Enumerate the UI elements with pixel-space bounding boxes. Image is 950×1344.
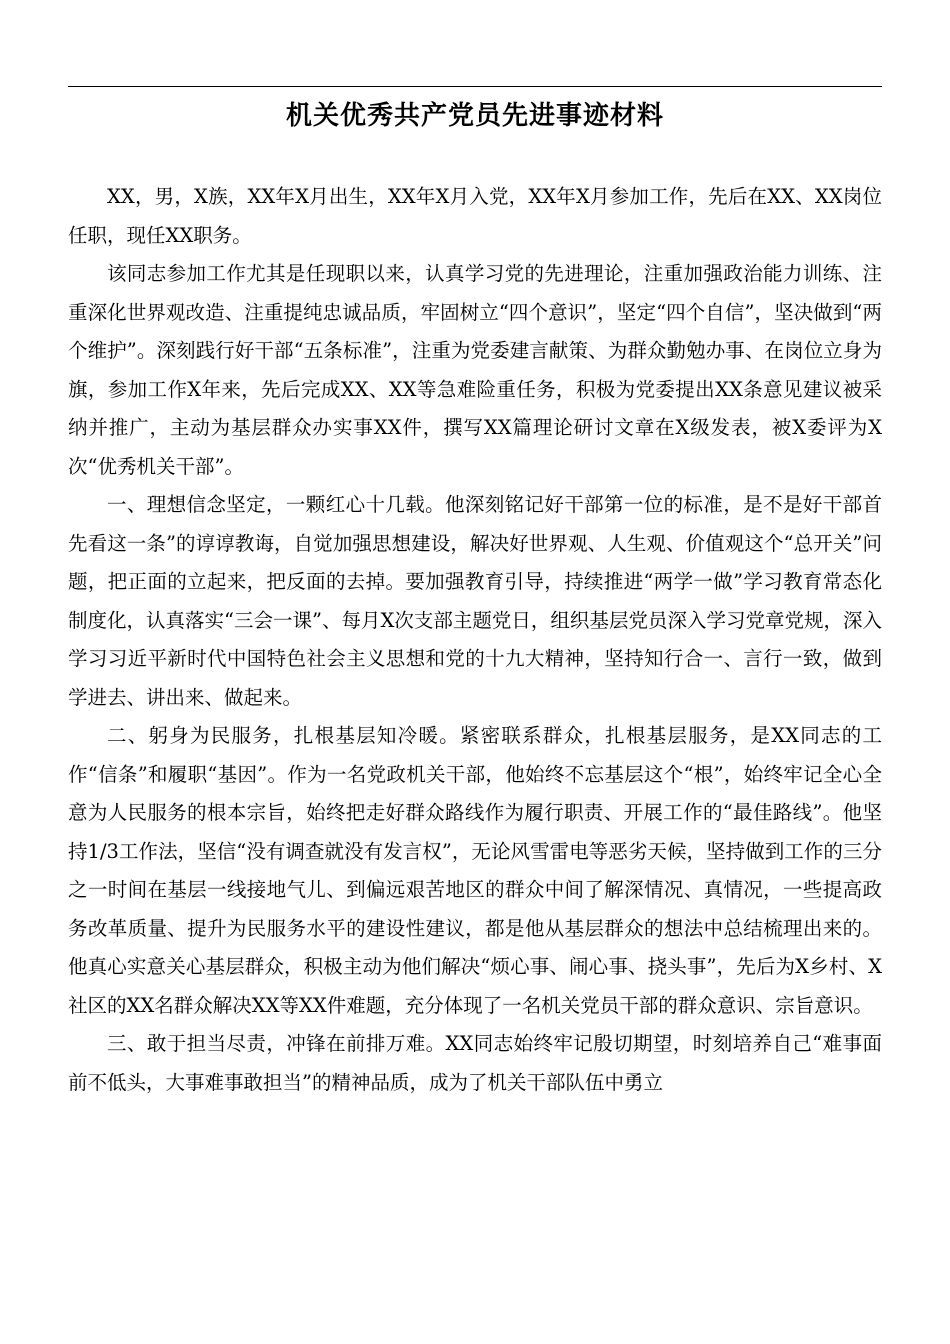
header-rule bbox=[68, 86, 882, 87]
document-body bbox=[68, 178, 882, 1102]
paragraph-section-2: 二、躬身为民服务，扎根基层知冷暖。紧密联系群众，扎根基层服务，是XX同志的工作“信条”和履职“基因”。作为一名党政机关干部，他始终不忘基层这个“根”，始终牢记全心全意为人民服务的根本宗旨，始终把走好群众路线作为履行职责、开展工作的“最佳路线”。他坚持1/3工作法，坚信“没有调查就没有发言权”，无论风雪雷电等恶劣天候，坚持做到工作的三分之一时间在基层一线接地气儿、到偏远艰苦地区的群众中间了解深情况、真情况，一些提高政务改革质量、提升为民服务水平的建设性建议，都是他从基层群众的想法中总结梳理出来的。他真心实意关心基层群众，积极主动为他们解决“烦心事、闹心事、挠头事”，先后为X乡村、X社区的XX名群众解决XX等XX件难题，充分体现了一名机关党员干部的群众意识、宗旨意识。 bbox=[68, 724, 882, 1017]
paragraph-section-3: 三、敢于担当尽责，冲锋在前排万难。XX同志始终牢记殷切期望，时刻培养自己“难事面前不低头，大事难事敢担当”的精神品质，成为了机关干部队伍中勇立 bbox=[68, 1032, 882, 1094]
document-title: 机关优秀共产党员先进事迹材料 bbox=[285, 101, 664, 131]
paragraph-section-1: 一、理想信念坚定，一颗红心十几载。他深刻铭记好干部第一位的标准，是不是好干部首先看这一条”的谆谆教诲，自觉加强思想建设，解决好世界观、人生观、价值观这个“总开关”问题，把正面的立起来，把反面的去掉。要加强教育引导，持续推进“两学一做”学习教育常态化制度化，认真落实“三会一课”、每月X次支部主题党日，组织基层党员深入学习党章党规，深入学习习近平新时代中国特色社会主义思想和党的十九大精神，坚持知行合一、言行一致，做到学进去、讲出来、做起来。 bbox=[68, 493, 882, 709]
paragraph-intro: XX，男，X族，XX年X月出生，XX年X月入党，XX年X月参加工作，先后在XX、XX岗位任职，现任XX职务。 bbox=[68, 185, 882, 247]
paragraph-summary: 该同志参加工作尤其是任现职以来，认真学习党的先进理论，注重加强政治能力训练、注重深化世界观改造、注重提纯忠诚品质，牢固树立“四个意识”，坚定“四个自信”，坚决做到“两个维护”。深刻践行好干部“五条标准”，注重为党委建言献策、为群众勤勉办事、在岗位立身为旗，参加工作X年来，先后完成XX、XX等急难险重任务，积极为党委提出XX条意见建议被采纳并推广，主动为基层群众办实事XX件，撰写XX篇理论研讨文章在X级发表，被X委评为X次“优秀机关干部”。 bbox=[68, 262, 882, 478]
